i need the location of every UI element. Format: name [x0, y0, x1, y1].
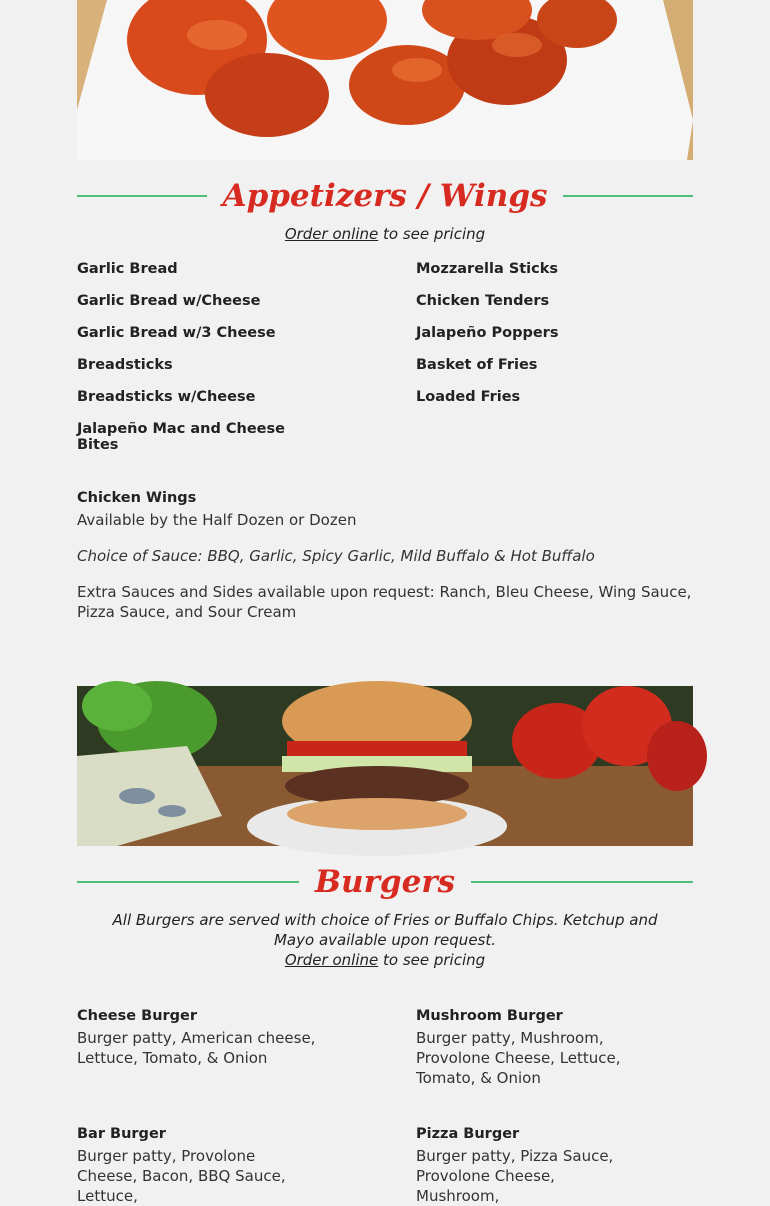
menu-item: Basket of Fries: [416, 357, 538, 373]
burger-item-desc: Burger patty, Provolone Cheese, Bacon, BBQ Sauce, Lettuce,: [77, 1147, 286, 1205]
menu-item: Garlic Bread w/3 Cheese: [77, 325, 276, 341]
wings-photo: [77, 0, 693, 160]
appetizers-section-title: Appetizers / Wings: [77, 178, 693, 214]
menu-item: Jalapeño Mac and Cheese Bites: [77, 421, 285, 453]
burgers-section-title: Burgers: [77, 864, 693, 900]
menu-item: Chicken Tenders: [416, 293, 550, 309]
appetizers-order-note: [77, 225, 693, 243]
burgers-order-note: [77, 951, 693, 969]
wings-title: Chicken Wings: [77, 490, 197, 506]
burger-item-desc: Burger patty, Pizza Sauce, Provolone Cheese, Mushroom,: [416, 1147, 614, 1205]
burger-photo: [77, 686, 693, 846]
burger-item-name: Bar Burger: [77, 1126, 166, 1142]
burgers-note: All Burgers are served with choice of Fries or Buffalo Chips. Ketchup and Mayo available upon request.: [112, 911, 658, 949]
menu-item: Breadsticks: [77, 357, 173, 373]
menu-item: Garlic Bread w/Cheese: [77, 293, 261, 309]
order-suffix: to see pricing: [378, 225, 486, 243]
menu-item: Loaded Fries: [416, 389, 521, 405]
wings-extras: Extra Sauces and Sides available upon request: Ranch, Bleu Cheese, Wing Sauce, Pizza Sauce, and Sour Cream: [77, 583, 692, 621]
menu-item: Breadsticks w/Cheese: [77, 389, 256, 405]
menu-item: Mozzarella Sticks: [416, 261, 559, 277]
order-suffix: to see pricing: [378, 951, 486, 969]
burger-item-name: Mushroom Burger: [416, 1008, 563, 1024]
burger-item-name: Pizza Burger: [416, 1126, 520, 1142]
menu-item: Jalapeño Poppers: [416, 325, 559, 341]
order-online-link[interactable]: Order online: [284, 951, 379, 969]
burger-item-name: Cheese Burger: [77, 1008, 198, 1024]
burger-item-desc: Burger patty, American cheese, Lettuce, Tomato, & Onion: [77, 1029, 316, 1067]
burger-item-desc: Burger patty, Mushroom, Provolone Cheese, Lettuce, Tomato, & Onion: [416, 1029, 621, 1087]
wings-sauce-options: Choice of Sauce: BBQ, Garlic, Spicy Garlic, Mild Buffalo & Hot Buffalo: [77, 547, 595, 565]
menu-item: Garlic Bread: [77, 261, 178, 277]
order-online-link[interactable]: Order online: [284, 225, 379, 243]
wings-availability: Available by the Half Dozen or Dozen: [77, 511, 357, 529]
